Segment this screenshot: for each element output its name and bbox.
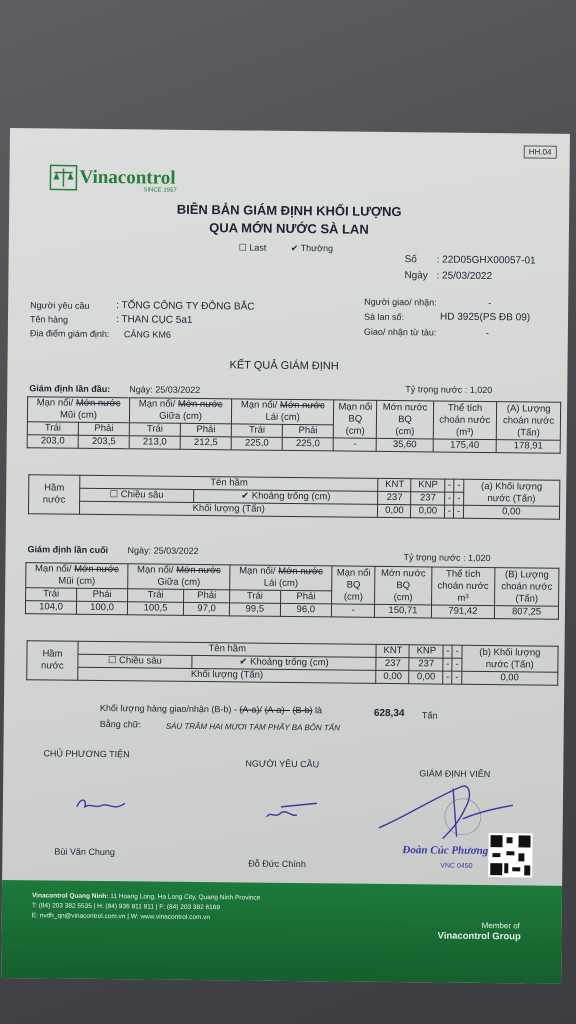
footer-company: Vinacontrol Quang Ninh: <box>31 892 109 901</box>
barge-value: HD 3925(PS ĐB 09) <box>439 311 531 324</box>
first-heading: Giám định lần đầu: <box>29 383 111 395</box>
requester-signature <box>261 801 321 826</box>
footer-email: E: nvdh_qn@vinacontrol.com.vn | W: www.vinacontrol.com.vn <box>31 912 211 922</box>
inspection-document <box>1 128 570 984</box>
goods-label: Tên hàng <box>29 314 69 325</box>
inspector-stamp-name: Đoàn Cúc Phương <box>402 844 489 858</box>
inspector-code: VNC 0450 <box>440 862 473 870</box>
last-tank-table: Hầm nước Tên hầm KNT KNP - - (b) Khối lượng nước (Tấn) ☐ Chiều sâu ✔ Khoảng trống (cm) 237 237 - - Khối lượng (Tấn) 0,00 0,00 - - 0,00 <box>26 640 558 686</box>
summary-value: 628,34 <box>373 707 405 720</box>
footer-member-label: Member of <box>481 920 520 931</box>
place-value: CẢNG KM6 <box>123 329 171 340</box>
option-last: ☐ Last <box>238 242 267 253</box>
owner-signature <box>73 793 133 818</box>
doc-date-label: Ngày <box>404 270 428 282</box>
ship-value: - <box>485 327 489 339</box>
ship-label: Giao/ nhận từ tàu: <box>363 326 437 338</box>
owner-title: CHỦ PHƯƠNG TIỆN <box>43 748 130 760</box>
requester-value: : TỔNG CÔNG TY ĐÔNG BẮC <box>116 300 255 313</box>
amount-in-words: SÁU TRĂM HAI MƯƠI TÁM PHẨY BA BỐN TẤN <box>165 721 340 733</box>
last-density: Tỷ trọng nước : 1,020 <box>403 552 491 564</box>
last-heading: Giám định lần cuối <box>27 544 109 556</box>
last-date: Ngày: 25/03/2022 <box>127 545 199 556</box>
first-tank-table: Hầm nước Tên hầm KNT KNP - - (a) Khối lượng nước (Tấn) ☐ Chiều sâu ✔ Khoảng trống (cm) 237 237 - - Khối lượng (Tấn) 0,00 0,00 - - 0,00 <box>28 474 560 520</box>
requester-name: Đỗ Đức Chính <box>248 858 306 870</box>
doc-date: : 25/03/2022 <box>436 270 493 283</box>
inspector-title: GIÁM ĐỊNH VIÊN <box>419 768 491 780</box>
logo-since: SINCE 1957 <box>143 187 177 194</box>
last-values-row: 104,0 100,0 100,5 97,0 99,5 96,0 - 150,71 791,42 807,25 <box>25 601 558 620</box>
first-values-row: 203,0 203,5 213,0 212,5 225,0 225,0 - 35,60 175,40 178,91 <box>27 435 560 454</box>
document-footer <box>1 880 562 984</box>
first-draft-table: Mạn nổi/ Mớn nước Mũi (cm) Mạn nổi/ Mớn nước Giữa (cm) Mạn nổi/ Mớn nước Lái (cm) Mạn nổi BQ (cm) Mớn nước BQ (cm) Thể tích choán nước (m³) (A) Lượng choán nước (Tấn) Trái Phải Trái Phải Trái Phải 203,0 203,5 213,0 212,5 225,0 225,0 - 35,60 175,40 178,91 <box>27 396 562 454</box>
document-title: BIÊN BẢN GIÁM ĐỊNH KHỐI LƯỢNG <box>176 201 402 220</box>
last-draft-table: Mạn nổi/ Mớn nước Mũi (cm) Mạn nổi/ Mớn nước Giữa (cm) Mạn nổi/ Mớn nước Lái (cm) Mạn nổi BQ (cm) Mớn nước BQ (cm) Thể tích choán nước m³ (B) Lượng choán nước (Tấn) Trái Phải Trái Phải Trái Phải 104,0 100,0 100,5 97,0 99,5 96,0 - 150,71 791,42 807,25 <box>25 562 560 620</box>
option-normal: ✔ Thường <box>290 242 334 254</box>
doc-number: : 22D05GHX00057-01 <box>436 254 536 267</box>
footer-member-group: Vinacontrol Group <box>437 930 521 943</box>
form-code: HH.04 <box>524 145 557 158</box>
deliverer-value: - <box>488 298 492 309</box>
qr-code <box>488 833 532 877</box>
logo-name: Vinacontrol <box>79 166 176 189</box>
owner-name: Bùi Văn Chung <box>54 846 116 858</box>
first-density: Tỷ trọng nước : 1,020 <box>405 384 493 396</box>
result-heading: KẾT QUẢ GIÁM ĐỊNH <box>229 359 339 373</box>
amount-in-words-label: Bằng chữ: <box>99 718 142 730</box>
place-label: Địa điểm giám định: <box>29 328 110 340</box>
summary-label: Khối lượng hàng giao/nhận (B-b) - (A-a)/ (A-a) - (B-b) là <box>99 702 323 716</box>
deliverer-label: Người giao/ nhận: <box>364 296 437 308</box>
footer-phones: T: (84) 203 382 5535 | H: (84) 936 911 811 | F: (84) 203 382 6169 <box>31 902 221 912</box>
doc-number-label: Số <box>404 254 417 266</box>
goods-value: : THAN CỤC 5a1 <box>115 314 193 326</box>
first-date: Ngày: 25/03/2022 <box>129 384 201 396</box>
barge-label: Sà lan số: <box>363 311 405 323</box>
requester-title: NGƯỜI YÊU CẦU <box>245 758 320 770</box>
requester-label: Người yêu cầu <box>30 300 90 311</box>
footer-address: 11 Hoang Long, Ha Long City, Quang Ninh Province <box>110 893 261 902</box>
vinacontrol-logo-icon <box>49 164 77 190</box>
summary-unit: Tấn <box>421 710 438 721</box>
document-subtitle: QUA MỚN NƯỚC SÀ LAN <box>209 220 369 237</box>
